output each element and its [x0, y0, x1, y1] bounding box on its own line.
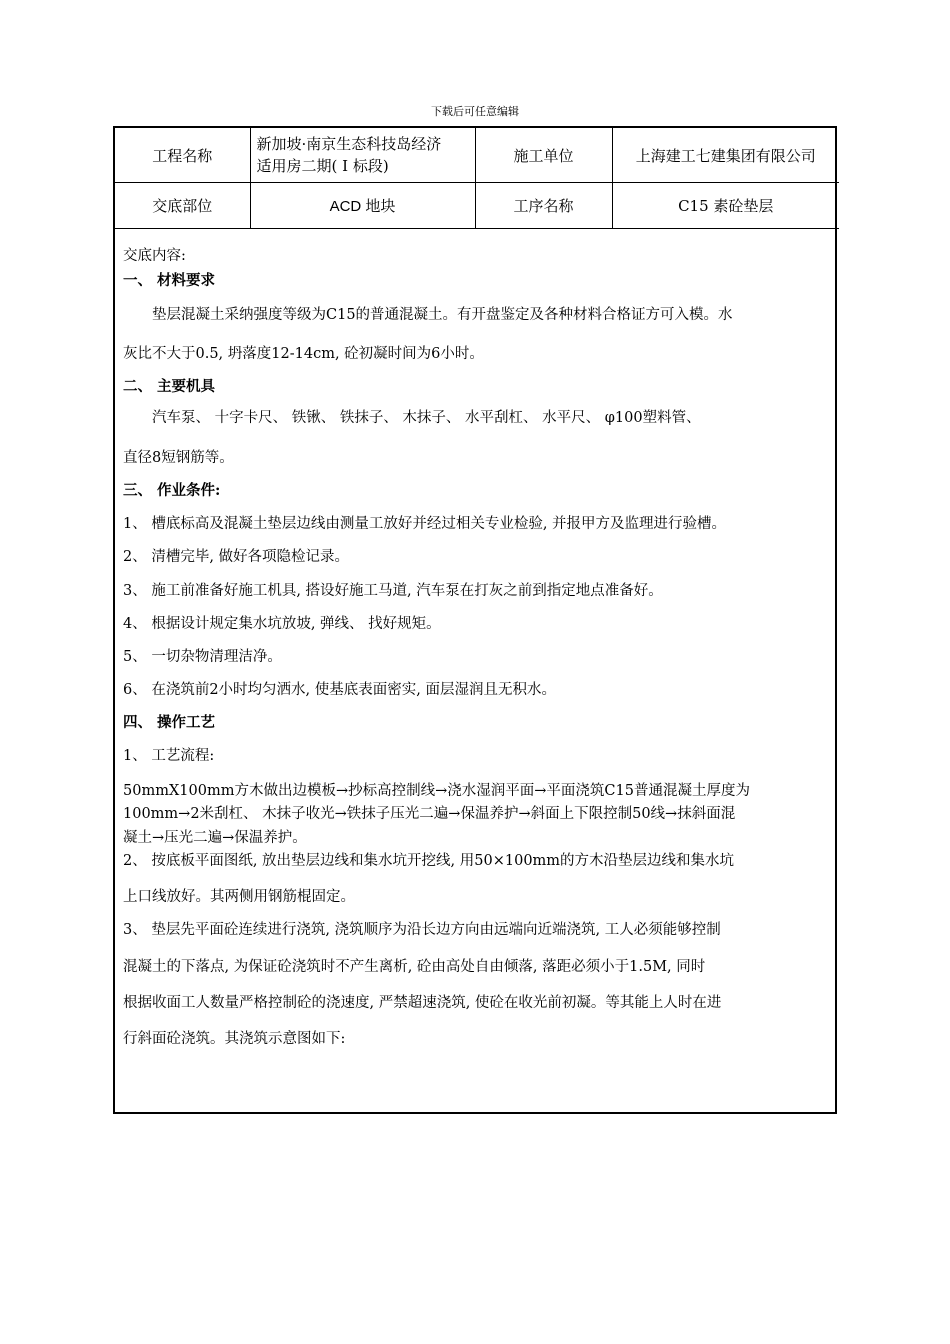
project-name-label: 工程名称 — [115, 128, 250, 183]
header-table — [115, 128, 839, 229]
section-3-item: 1、 槽底标高及混凝土垫层边线由测量工放好并经过相关专业检验, 并报甲方及监理进行验槽。 — [123, 516, 727, 532]
section-4-title: 四、 操作工艺 — [123, 714, 216, 731]
section-2-title: 二、 主要机具 — [123, 378, 216, 395]
location-value: ACD 地块 — [250, 183, 475, 229]
section-3-item: 4、 根据设计规定集水坑放坡, 弹线、 找好规矩。 — [123, 616, 441, 632]
process-flow-line-1: 50mmX100mm方木做出边模板→抄标高控制线→浇水湿润平面→平面浇筑C15普通混凝土厚度为 — [123, 783, 750, 799]
process-value: C15 素砼垫层 — [612, 183, 839, 229]
section-3-item: 5、 一切杂物清理洁净。 — [123, 649, 282, 665]
project-name-value — [250, 128, 475, 183]
section-4-1-title: 1、 工艺流程: — [123, 748, 215, 764]
location-label: 交底部位 — [115, 183, 250, 229]
section-1-line-1: 垫层混凝土采纳强度等级为C15的普通混凝土。有开盘鉴定及各种材料合格证方可入模。水 — [123, 307, 733, 323]
section-1-title: 一、 材料要求 — [123, 272, 216, 289]
intro-label: 交底内容: — [123, 248, 186, 264]
construction-unit-value: 上海建工七建集团有限公司 — [612, 128, 839, 183]
section-3-item: 6、 在浇筑前2小时均匀洒水, 使基底表面密实, 面层湿润且无积水。 — [123, 682, 556, 698]
section-4-3-line-1: 3、 垫层先平面砼连续进行浇筑, 浇筑顺序为沿长边方向由远端向近端浇筑, 工人必须能够控制 — [123, 922, 721, 938]
construction-unit-label: 施工单位 — [475, 128, 612, 183]
section-1-line-2: 灰比不大于0.5, 坍落度12-14cm, 砼初凝时间为6小时。 — [123, 346, 484, 362]
section-3-item: 2、 清槽完毕, 做好各项隐检记录。 — [123, 549, 350, 565]
section-4-3-line-2: 混凝土的下落点, 为保证砼浇筑时不产生离析, 砼由高处自由倾落, 落距必须小于1.5M, 同时 — [123, 959, 706, 975]
section-4-3-line-4: 行斜面砼浇筑。其浇筑示意图如下: — [123, 1031, 346, 1047]
section-4-2-line-1: 2、 按底板平面图纸, 放出垫层边线和集水坑开挖线, 用50×100mm的方木沿垫层边线和集水坑 — [123, 853, 735, 869]
process-flow-line-3: 凝土→压光二遍→保温养护。 — [123, 830, 307, 846]
section-4-3-line-3: 根据收面工人数量严格控制砼的浇速度, 严禁超速浇筑, 使砼在收光前初凝。等其能上人时在进 — [123, 995, 722, 1011]
project-name-line2: 适用房二期( Ⅰ 标段) — [256, 157, 389, 175]
section-3-title: 三、 作业条件: — [123, 482, 221, 499]
section-4-2-line-2: 上口线放好。其两侧用钢筋棍固定。 — [123, 889, 355, 905]
disclosure-form — [113, 126, 837, 1114]
section-2-line-2: 直径8短钢筋等。 — [123, 450, 234, 466]
top-note: 下载后可任意编辑 — [431, 105, 519, 118]
process-label: 工序名称 — [475, 183, 612, 229]
process-flow-line-2: 100mm→2米刮杠、 木抹子收光→铁抹子压光二遍→保温养护→斜面上下限控制50线→抹斜面混 — [123, 806, 736, 822]
project-name-line1: 新加坡·南京生态科技岛经济 — [256, 135, 442, 153]
section-2-line-1: 汽车泵、 十字卡尺、 铁锹、 铁抹子、 木抹子、 水平刮杠、 水平尺、 φ100塑料管、 — [123, 410, 701, 426]
section-3-item: 3、 施工前准备好施工机具, 搭设好施工马道, 汽车泵在打灰之前到指定地点准备好。 — [123, 583, 663, 599]
